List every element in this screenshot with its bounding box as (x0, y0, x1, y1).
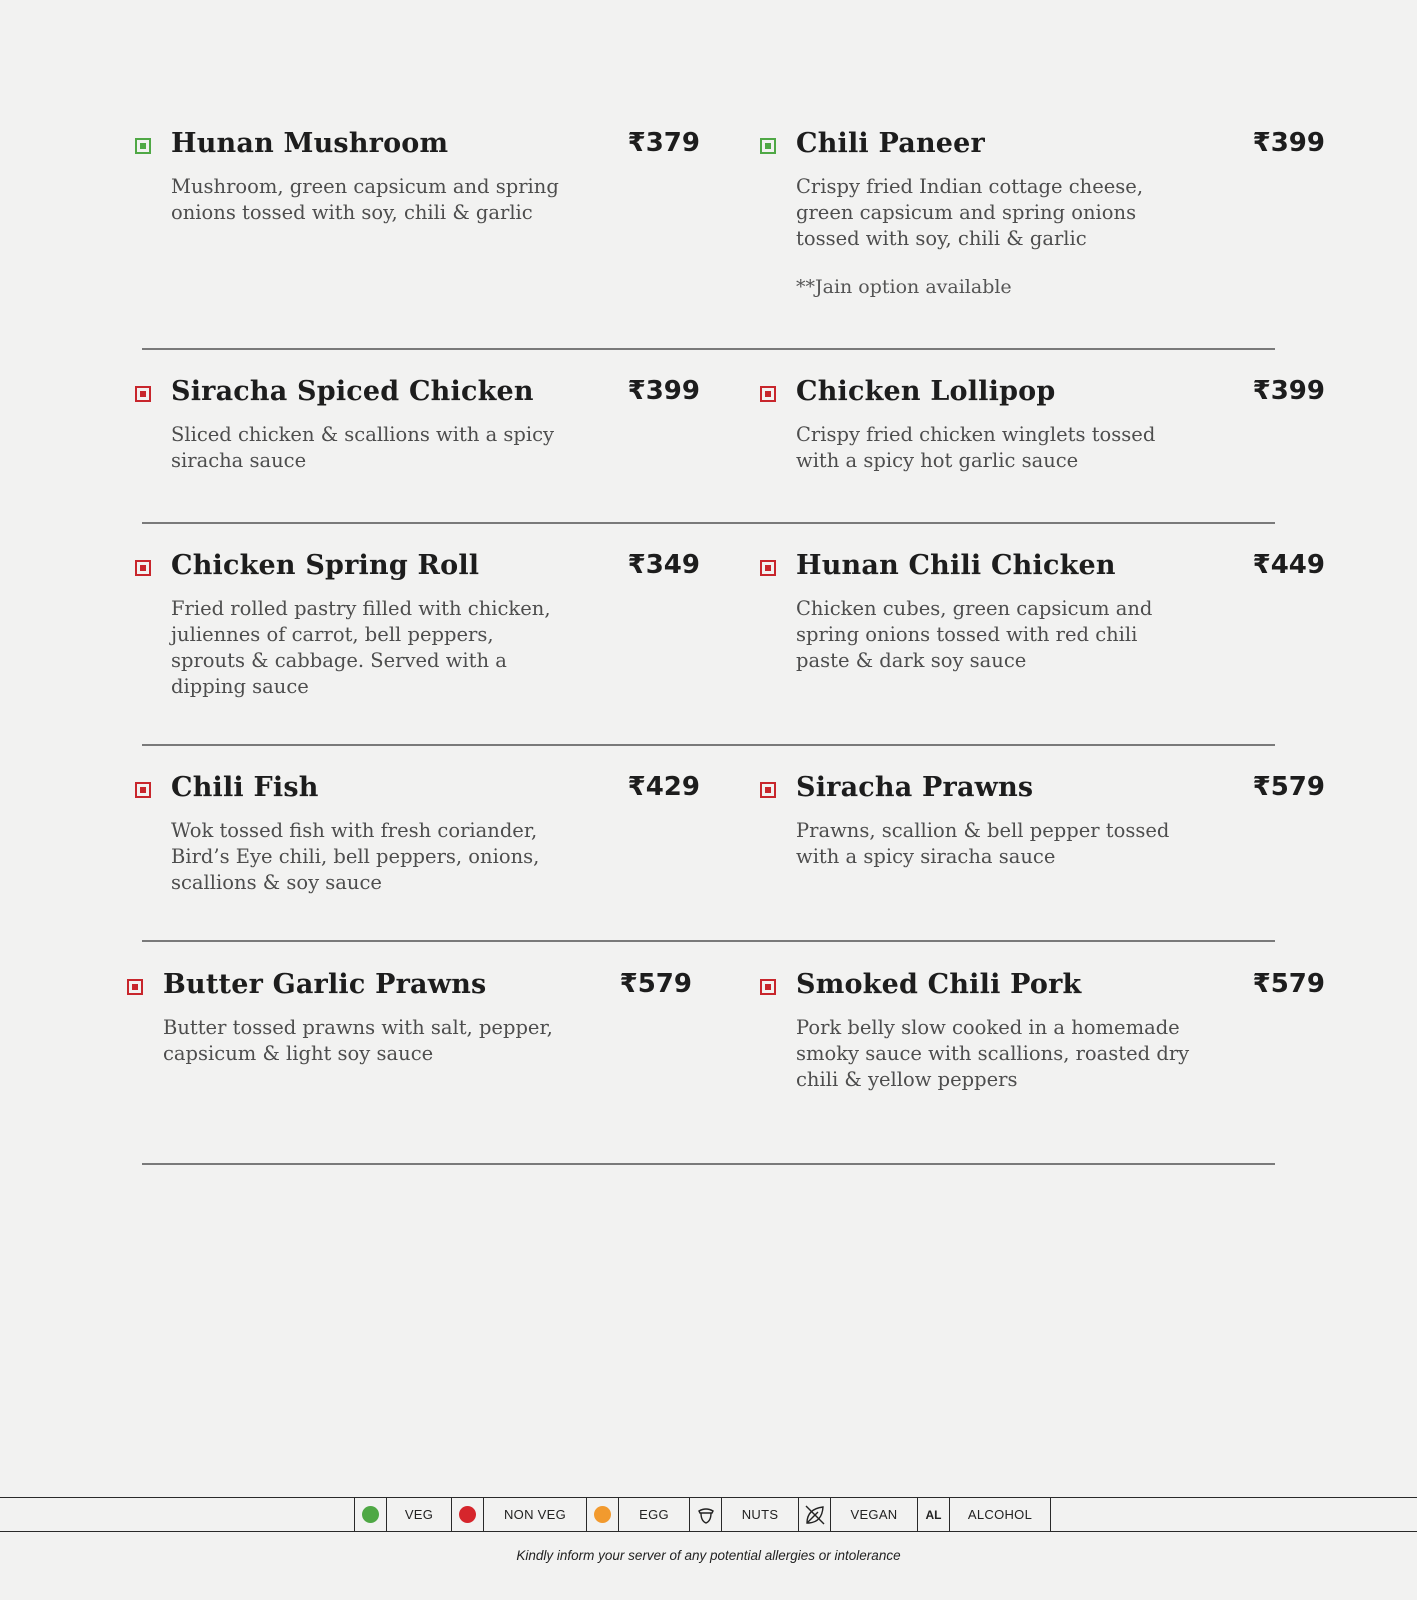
item-description: Wok tossed fish with fresh coriander, Bird’s Eye chili, bell peppers, onions, scallions & soy sauce (171, 819, 540, 894)
item-name: Hunan Mushroom (171, 128, 449, 159)
nonveg-icon (135, 560, 151, 576)
item-price: ₹579 (619, 969, 692, 999)
menu-item (135, 542, 700, 700)
nuts-icon (689, 1498, 722, 1531)
nonveg-icon (127, 979, 143, 995)
item-name: Siracha Spiced Chicken (171, 376, 534, 407)
item-name: Butter Garlic Prawns (163, 969, 487, 1000)
menu-item (760, 764, 1325, 870)
divider (142, 1163, 1275, 1165)
veg-dot-icon (354, 1498, 387, 1531)
nonveg-icon (760, 386, 776, 402)
legend-alcohol-label: ALCOHOL (950, 1498, 1051, 1531)
legend-vegan-label: VEGAN (850, 1507, 898, 1522)
menu-item (760, 120, 1325, 298)
vegan-leaf-icon (798, 1498, 831, 1531)
item-description: Crispy fried Indian cottage cheese, green capsicum and spring onions tossed with soy, chili & garlic (796, 175, 1144, 250)
item-name: Chicken Spring Roll (171, 550, 480, 581)
nonveg-icon (135, 386, 151, 402)
item-name: Hunan Chili Chicken (796, 550, 1116, 581)
allergy-note: Kindly inform your server of any potential allergies or intolerance (516, 1548, 901, 1563)
nonveg-dot-icon (451, 1498, 484, 1531)
veg-icon (135, 138, 151, 154)
alcohol-icon: AL (917, 1498, 950, 1531)
nonveg-icon (760, 782, 776, 798)
item-price: ₹579 (1252, 772, 1325, 802)
egg-dot-icon (586, 1498, 619, 1531)
menu-item (760, 368, 1325, 474)
item-price: ₹579 (1252, 969, 1325, 999)
divider (142, 744, 1275, 746)
item-description: Mushroom, green capsicum and spring onions tossed with soy, chili & garlic (171, 175, 559, 224)
item-name: Siracha Prawns (796, 772, 1034, 803)
item-description: Butter tossed prawns with salt, pepper, capsicum & light soy sauce (163, 1016, 553, 1065)
menu-item (760, 961, 1325, 1093)
menu-item (135, 120, 700, 226)
item-description: Chicken cubes, green capsicum and spring onions tossed with red chili paste & dark soy sauce (796, 597, 1153, 672)
item-price: ₹399 (1252, 376, 1325, 406)
menu-item (135, 368, 700, 474)
item-name: Chili Paneer (796, 128, 985, 159)
nonveg-icon (135, 782, 151, 798)
veg-icon (760, 138, 776, 154)
item-price: ₹399 (627, 376, 700, 406)
item-description: Sliced chicken & scallions with a spicy siracha sauce (171, 423, 555, 472)
menu-item (760, 542, 1325, 674)
item-price: ₹449 (1252, 550, 1325, 580)
divider (142, 522, 1275, 524)
item-price: ₹349 (627, 550, 700, 580)
menu-item (127, 961, 692, 1067)
divider (142, 940, 1275, 942)
nonveg-icon (760, 979, 776, 995)
dietary-legend (0, 1497, 1417, 1532)
item-name: Chili Fish (171, 772, 319, 803)
divider (142, 348, 1275, 350)
legend-nuts-label: NUTS (741, 1507, 779, 1522)
legend-egg-label: EGG (639, 1507, 669, 1522)
item-description: Prawns, scallion & bell pepper tossed with a spicy siracha sauce (796, 819, 1170, 868)
item-price: ₹379 (627, 128, 700, 158)
legend-nonveg-label: NON VEG (503, 1507, 567, 1522)
item-description: Fried rolled pastry filled with chicken, juliennes of carrot, bell peppers, sprouts & cabbage. Served with a dipping sauce (171, 597, 551, 698)
item-description: Pork belly slow cooked in a homemade smoky sauce with scallions, roasted dry chili & yellow peppers (796, 1016, 1190, 1091)
item-price: ₹399 (1252, 128, 1325, 158)
item-note: **Jain option available (796, 276, 1012, 298)
item-name: Smoked Chili Pork (796, 969, 1082, 1000)
item-description: Crispy fried chicken winglets tossed with a spicy hot garlic sauce (796, 423, 1156, 472)
menu-item (135, 764, 700, 896)
nonveg-icon (760, 560, 776, 576)
item-name: Chicken Lollipop (796, 376, 1056, 407)
item-price: ₹429 (627, 772, 700, 802)
legend-veg-label: VEG (404, 1507, 434, 1522)
